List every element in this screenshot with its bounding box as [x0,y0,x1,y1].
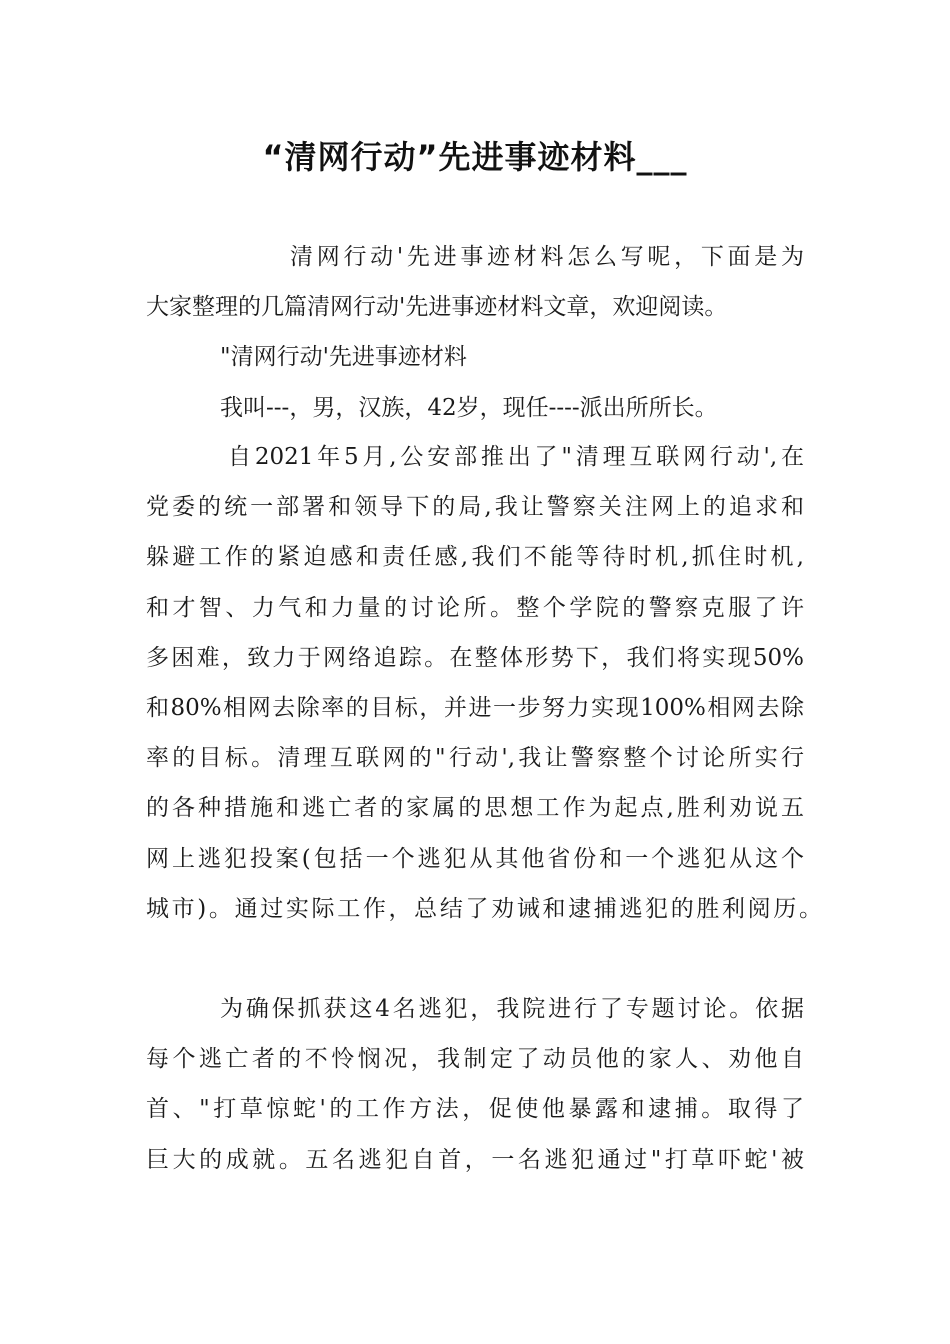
paragraph1-line-3: 躲避工作的紧迫感和责任感,我们不能等待时机,抓住时机, [146,544,804,570]
paragraph2-line-3: 首、"打草惊蛇'的工作方法，促使他暴露和逮捕。取得了 [146,1096,804,1122]
paragraph1-line-10: 城市)。通过实际工作，总结了劝诫和逮捕逃犯的胜利阅历。 [146,896,822,922]
paragraph1-line-8: 的各种措施和逃亡者的家属的思想工作为起点,胜利劝说五 [146,795,804,821]
paragraph1-line-1: 自2021年5月,公安部推出了"清理互联网行动',在 [228,444,804,470]
subheading: "清网行动'先进事迹材料 [220,344,467,370]
self-intro: 我叫---，男，汉族，42岁，现任----派出所所长。 [220,395,718,421]
paragraph1-line-7: 率的目标。清理互联网的"行动',我让警察整个讨论所实行 [146,745,804,771]
intro-line-1: 清网行动'先进事迹材料怎么写呢，下面是为 [290,244,804,270]
paragraph2-line-2: 每个逃亡者的不怜悯况，我制定了动员他的家人、劝他自 [146,1046,804,1072]
paragraph2-line-1: 为确保抓获这4名逃犯，我院进行了专题讨论。依据 [220,996,804,1022]
document-title: “清网行动”先进事迹材料___ [262,138,688,176]
paragraph1-line-4: 和才智、力气和力量的讨论所。整个学院的警察克服了许 [146,595,804,621]
paragraph1-line-6: 和80%相网去除率的目标，并进一步努力实现100%相网去除 [146,695,804,721]
paragraph1-line-9: 网上逃犯投案(包括一个逃犯从其他省份和一个逃犯从这个 [146,846,804,872]
intro-line-2: 大家整理的几篇清网行动'先进事迹材料文章，欢迎阅读。 [146,294,728,320]
paragraph1-line-2: 党委的统一部署和领导下的局,我让警察关注网上的追求和 [146,494,804,520]
paragraph2-line-4: 巨大的成就。五名逃犯自首，一名逃犯通过"打草吓蛇'被 [146,1147,804,1173]
paragraph1-line-5: 多困难，致力于网络追踪。在整体形势下，我们将实现50% [146,645,804,671]
